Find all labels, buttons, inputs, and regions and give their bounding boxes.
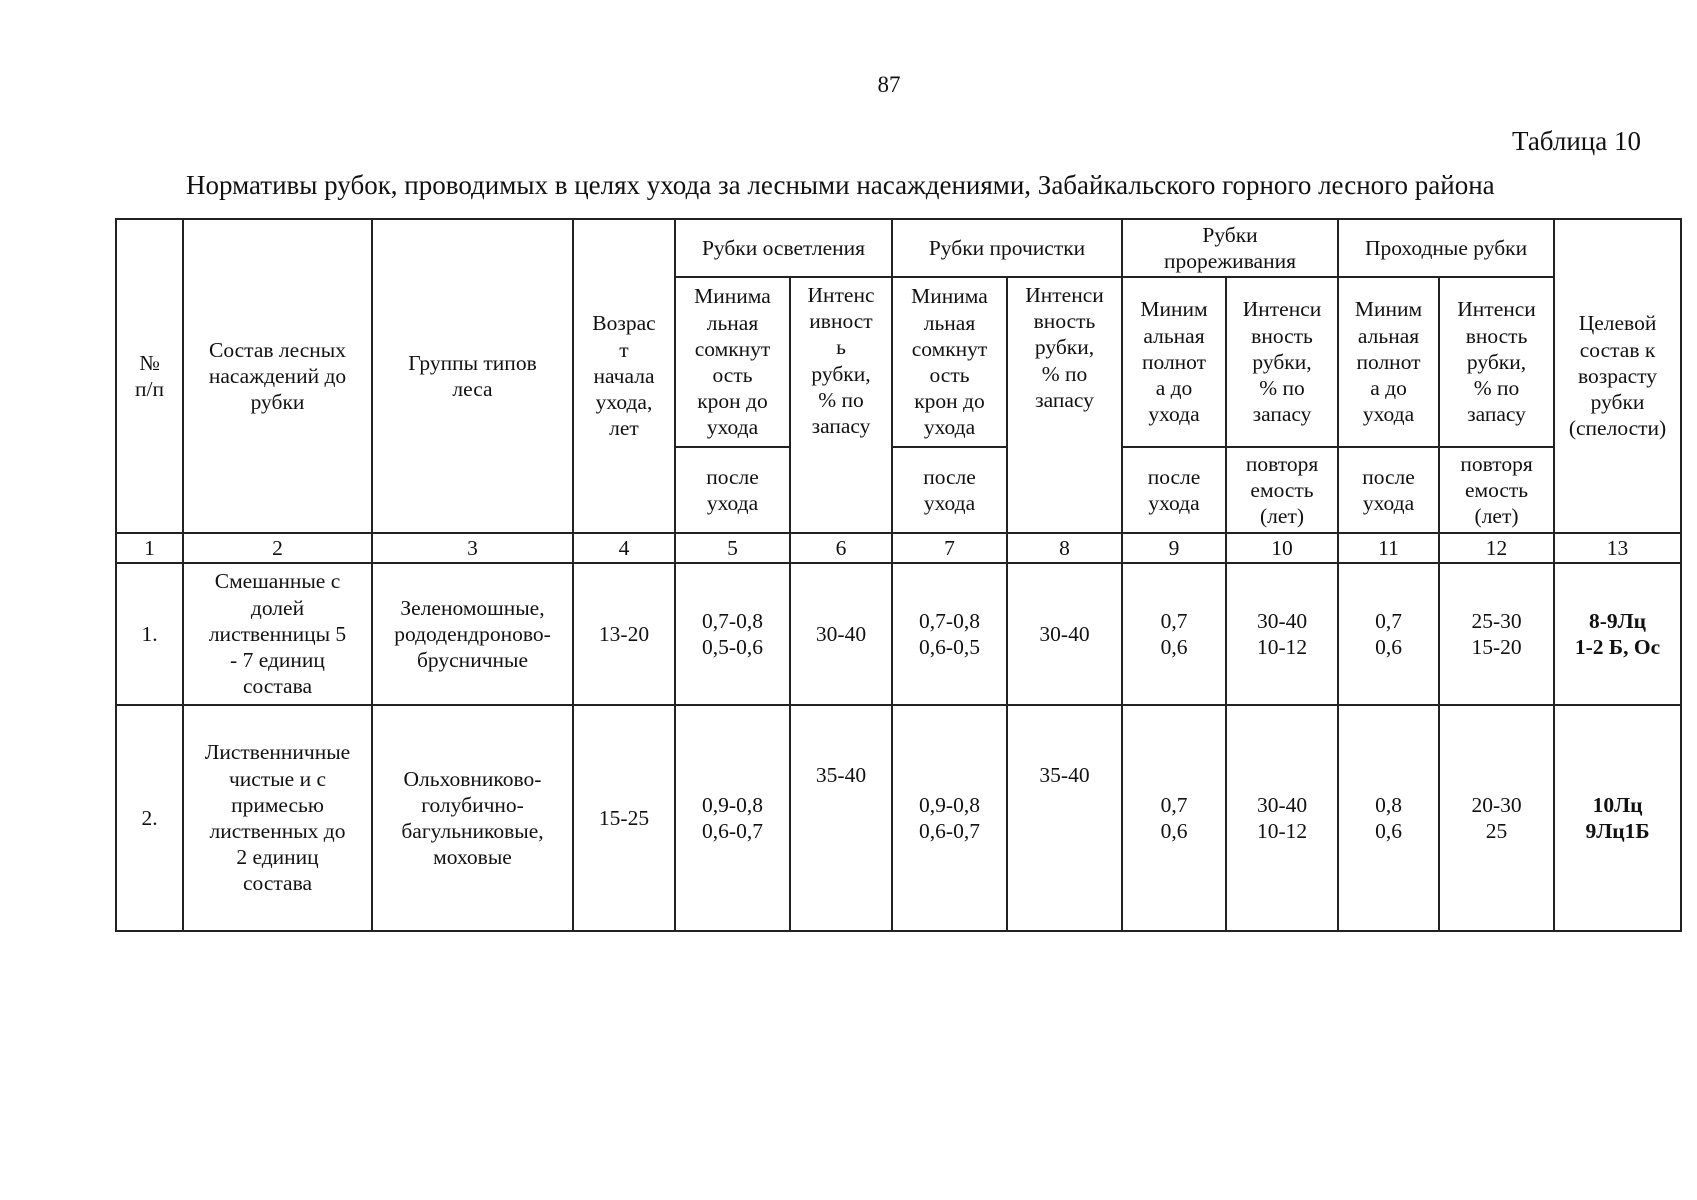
header-prochistka: Рубки прочистки — [892, 219, 1122, 277]
header-intensity-3: Интенси вность рубки, % по запасу — [1226, 277, 1338, 447]
cell-col8: 30-40 — [1007, 563, 1122, 705]
cell-composition: Смешанные с долей лиственницы 5 - 7 единиц состава — [183, 563, 372, 705]
cell-col12: 20-30 25 — [1439, 705, 1554, 931]
header-after-4: после ухода — [1338, 447, 1439, 533]
cell-col9: 0,7 0,6 — [1122, 705, 1226, 931]
cell-col10: 30-40 10-12 — [1226, 705, 1338, 931]
cell-col12: 25-30 15-20 — [1439, 563, 1554, 705]
header-target: Целевой состав к возрасту рубки (спелости) — [1554, 219, 1681, 533]
table-label: Таблица 10 — [1512, 126, 1641, 156]
cell-col10: 30-40 10-12 — [1226, 563, 1338, 705]
cell-composition: Лиственничные чистые и с примесью лиственных до 2 единиц состава — [183, 705, 372, 931]
header-forest-types: Группы типов леса — [372, 219, 573, 533]
column-number-row — [116, 533, 1681, 563]
column-number: 4 — [573, 533, 675, 563]
column-number: 12 — [1439, 533, 1554, 563]
cell-age: 15-25 — [573, 705, 675, 931]
cell-col7: 0,7-0,8 0,6-0,5 — [892, 563, 1007, 705]
header-min-density-2: Миним альная полнот а до ухода — [1338, 277, 1439, 447]
cell-target: 8-9Лц 1-2 Б, Ос — [1554, 563, 1681, 705]
cell-target: 10Лц 9Лц1Б — [1554, 705, 1681, 931]
table-row — [116, 563, 1681, 705]
cell-col5: 0,9-0,8 0,6-0,7 — [675, 705, 790, 931]
cell-forest-types: Ольховниково- голубично- багульниковые, моховые — [372, 705, 573, 931]
column-number: 9 — [1122, 533, 1226, 563]
cell-num: 1. — [116, 563, 183, 705]
table-row — [116, 705, 1681, 931]
column-number: 13 — [1554, 533, 1681, 563]
header-repeat-1: повторя емость (лет) — [1226, 447, 1338, 533]
header-intensity-2: Интенси вность рубки, % по запасу — [1007, 277, 1122, 533]
header-num: № п/п — [116, 219, 183, 533]
header-repeat-2: повторя емость (лет) — [1439, 447, 1554, 533]
header-after-3: после ухода — [1122, 447, 1226, 533]
column-number: 11 — [1338, 533, 1439, 563]
header-after-1: после ухода — [675, 447, 790, 533]
norms-table — [115, 218, 1682, 932]
cell-forest-types: Зеленомошные, рододендроново- брусничные — [372, 563, 573, 705]
header-min-density-1: Миним альная полнот а до ухода — [1122, 277, 1226, 447]
header-row-groups — [116, 219, 1681, 277]
header-min-crown-2: Минима льная сомкнут ость крон до ухода — [892, 277, 1007, 447]
cell-col8: 35-40 — [1007, 705, 1122, 931]
cell-col11: 0,8 0,6 — [1338, 705, 1439, 931]
header-osvetlenie: Рубки осветления — [675, 219, 892, 277]
header-prorezhivanie: Рубки прореживания — [1122, 219, 1338, 277]
document-title: Нормативы рубок, проводимых в целях ухода за лесными насаждениями, Забайкальского горного лесного района — [186, 170, 1495, 200]
column-number: 3 — [372, 533, 573, 563]
header-composition: Состав лесных насаждений до рубки — [183, 219, 372, 533]
header-min-crown-1: Минима льная сомкнут ость крон до ухода — [675, 277, 790, 447]
column-number: 8 — [1007, 533, 1122, 563]
cell-col5: 0,7-0,8 0,5-0,6 — [675, 563, 790, 705]
cell-col6: 30-40 — [790, 563, 892, 705]
cell-col7: 0,9-0,8 0,6-0,7 — [892, 705, 1007, 931]
column-number: 7 — [892, 533, 1007, 563]
header-age: Возрас т начала ухода, лет — [573, 219, 675, 533]
cell-col6: 35-40 — [790, 705, 892, 931]
page-number: 87 — [877, 72, 901, 97]
header-intensity-4: Интенси вность рубки, % по запасу — [1439, 277, 1554, 447]
column-number: 5 — [675, 533, 790, 563]
header-after-2: после ухода — [892, 447, 1007, 533]
cell-age: 13-20 — [573, 563, 675, 705]
header-prohodnye: Проходные рубки — [1338, 219, 1554, 277]
cell-num: 2. — [116, 705, 183, 931]
cell-col11: 0,7 0,6 — [1338, 563, 1439, 705]
column-number: 2 — [183, 533, 372, 563]
column-number: 1 — [116, 533, 183, 563]
column-number: 10 — [1226, 533, 1338, 563]
cell-col9: 0,7 0,6 — [1122, 563, 1226, 705]
header-intensity-1: Интенс ивност ь рубки, % по запасу — [790, 277, 892, 533]
column-number: 6 — [790, 533, 892, 563]
